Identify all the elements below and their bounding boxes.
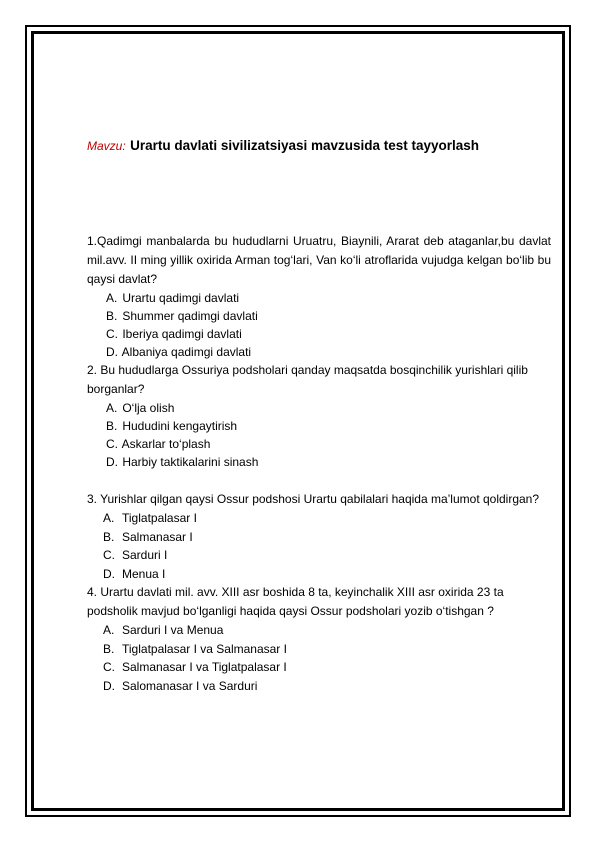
option-2b bbox=[87, 417, 551, 435]
option-text: Hududini kengaytirish bbox=[122, 419, 238, 433]
question-3: 3. Yurishlar qilgan qaysi Ossur podshosi Urartu qabilalari haqida ma’lumot qoldirgan? bbox=[87, 492, 540, 506]
option-text: Harbiy taktikalarini sinash bbox=[122, 455, 259, 469]
test-content bbox=[87, 232, 551, 695]
option-1d bbox=[87, 343, 551, 361]
option-text: Sarduri I bbox=[122, 548, 168, 562]
option-1b bbox=[87, 307, 551, 325]
option-letter: A. bbox=[103, 623, 115, 637]
option-text: Tiglatpalasar I bbox=[122, 511, 197, 525]
question-1: 1.Qadimgi manbalarda bu hududlarni Uruatru, Biaynili, Ararat deb ataganlar,bu davlat mil.avv. II ming yillik oxirida Arman tog‘lari, Van ko‘li atroflarida vujudga kelgan bo‘lib bu qaysi davlat? bbox=[87, 234, 551, 286]
option-3a bbox=[87, 509, 551, 528]
option-2d bbox=[87, 453, 551, 471]
option-letter: D. bbox=[106, 455, 118, 469]
option-text: Urartu qadimgi davlati bbox=[122, 291, 240, 305]
question-1-options bbox=[87, 289, 551, 361]
option-text: Tiglatpalasar I va Salmanasar I bbox=[122, 641, 287, 656]
option-text: Shummer qadimgi davlati bbox=[122, 309, 258, 323]
option-text: Salmanasar I va Tiglatpalasar I bbox=[122, 660, 287, 674]
option-letter: A. bbox=[103, 511, 115, 525]
option-letter: B. bbox=[103, 529, 115, 544]
option-letter: B. bbox=[106, 419, 118, 433]
option-letter: D. bbox=[103, 566, 115, 581]
option-text: Salomanasar I va Sarduri bbox=[122, 678, 258, 693]
question-2: 2. Bu hududlarga Ossuriya podsholari qanday maqsatda bosqinchilik yurishlari qilib borganlar? bbox=[87, 363, 528, 396]
option-text: Salmanasar I bbox=[122, 529, 193, 544]
option-4b bbox=[87, 640, 551, 659]
question-4-options bbox=[87, 621, 551, 695]
option-3c bbox=[87, 546, 551, 565]
option-4c bbox=[87, 658, 551, 677]
option-letter: C. bbox=[106, 437, 118, 451]
option-text: Menua I bbox=[122, 566, 166, 581]
option-letter: C. bbox=[103, 548, 115, 562]
option-text: Askarlar to‘plash bbox=[121, 437, 211, 451]
option-letter: D. bbox=[106, 345, 118, 359]
option-letter: C. bbox=[103, 660, 115, 674]
option-letter: A. bbox=[106, 401, 118, 415]
option-1c bbox=[87, 325, 551, 343]
question-2-options bbox=[87, 399, 551, 471]
option-letter: B. bbox=[106, 309, 118, 323]
option-letter: A. bbox=[106, 291, 118, 305]
option-text: Iberiya qadimgi davlati bbox=[122, 327, 242, 341]
question-4: 4. Urartu davlati mil. avv. XIII asr boshida 8 ta, keyinchalik XIII asr oxirida 23 ta podsholik mavjud bo‘lganligi haqida qaysi Ossur podsholari yozib o‘tishgan ? bbox=[87, 585, 504, 618]
option-2a bbox=[87, 399, 551, 417]
option-text: Sarduri I va Menua bbox=[122, 623, 224, 637]
spacer bbox=[87, 471, 551, 490]
option-letter: C. bbox=[106, 327, 118, 341]
option-text: O‘lja olish bbox=[122, 401, 175, 415]
option-letter: D. bbox=[103, 678, 115, 693]
document-title bbox=[87, 137, 479, 155]
topic-label: Mavzu: bbox=[87, 139, 126, 153]
option-2c bbox=[87, 435, 551, 453]
option-4d bbox=[87, 677, 551, 696]
option-1a bbox=[87, 289, 551, 307]
option-text: Albaniya qadimgi davlati bbox=[121, 345, 252, 359]
option-3b bbox=[87, 528, 551, 547]
title-text: Urartu davlati sivilizatsiyasi mavzusida test tayyorlash bbox=[130, 138, 480, 153]
option-4a bbox=[87, 621, 551, 640]
question-3-options bbox=[87, 509, 551, 583]
option-letter: B. bbox=[103, 641, 115, 656]
option-3d bbox=[87, 565, 551, 584]
